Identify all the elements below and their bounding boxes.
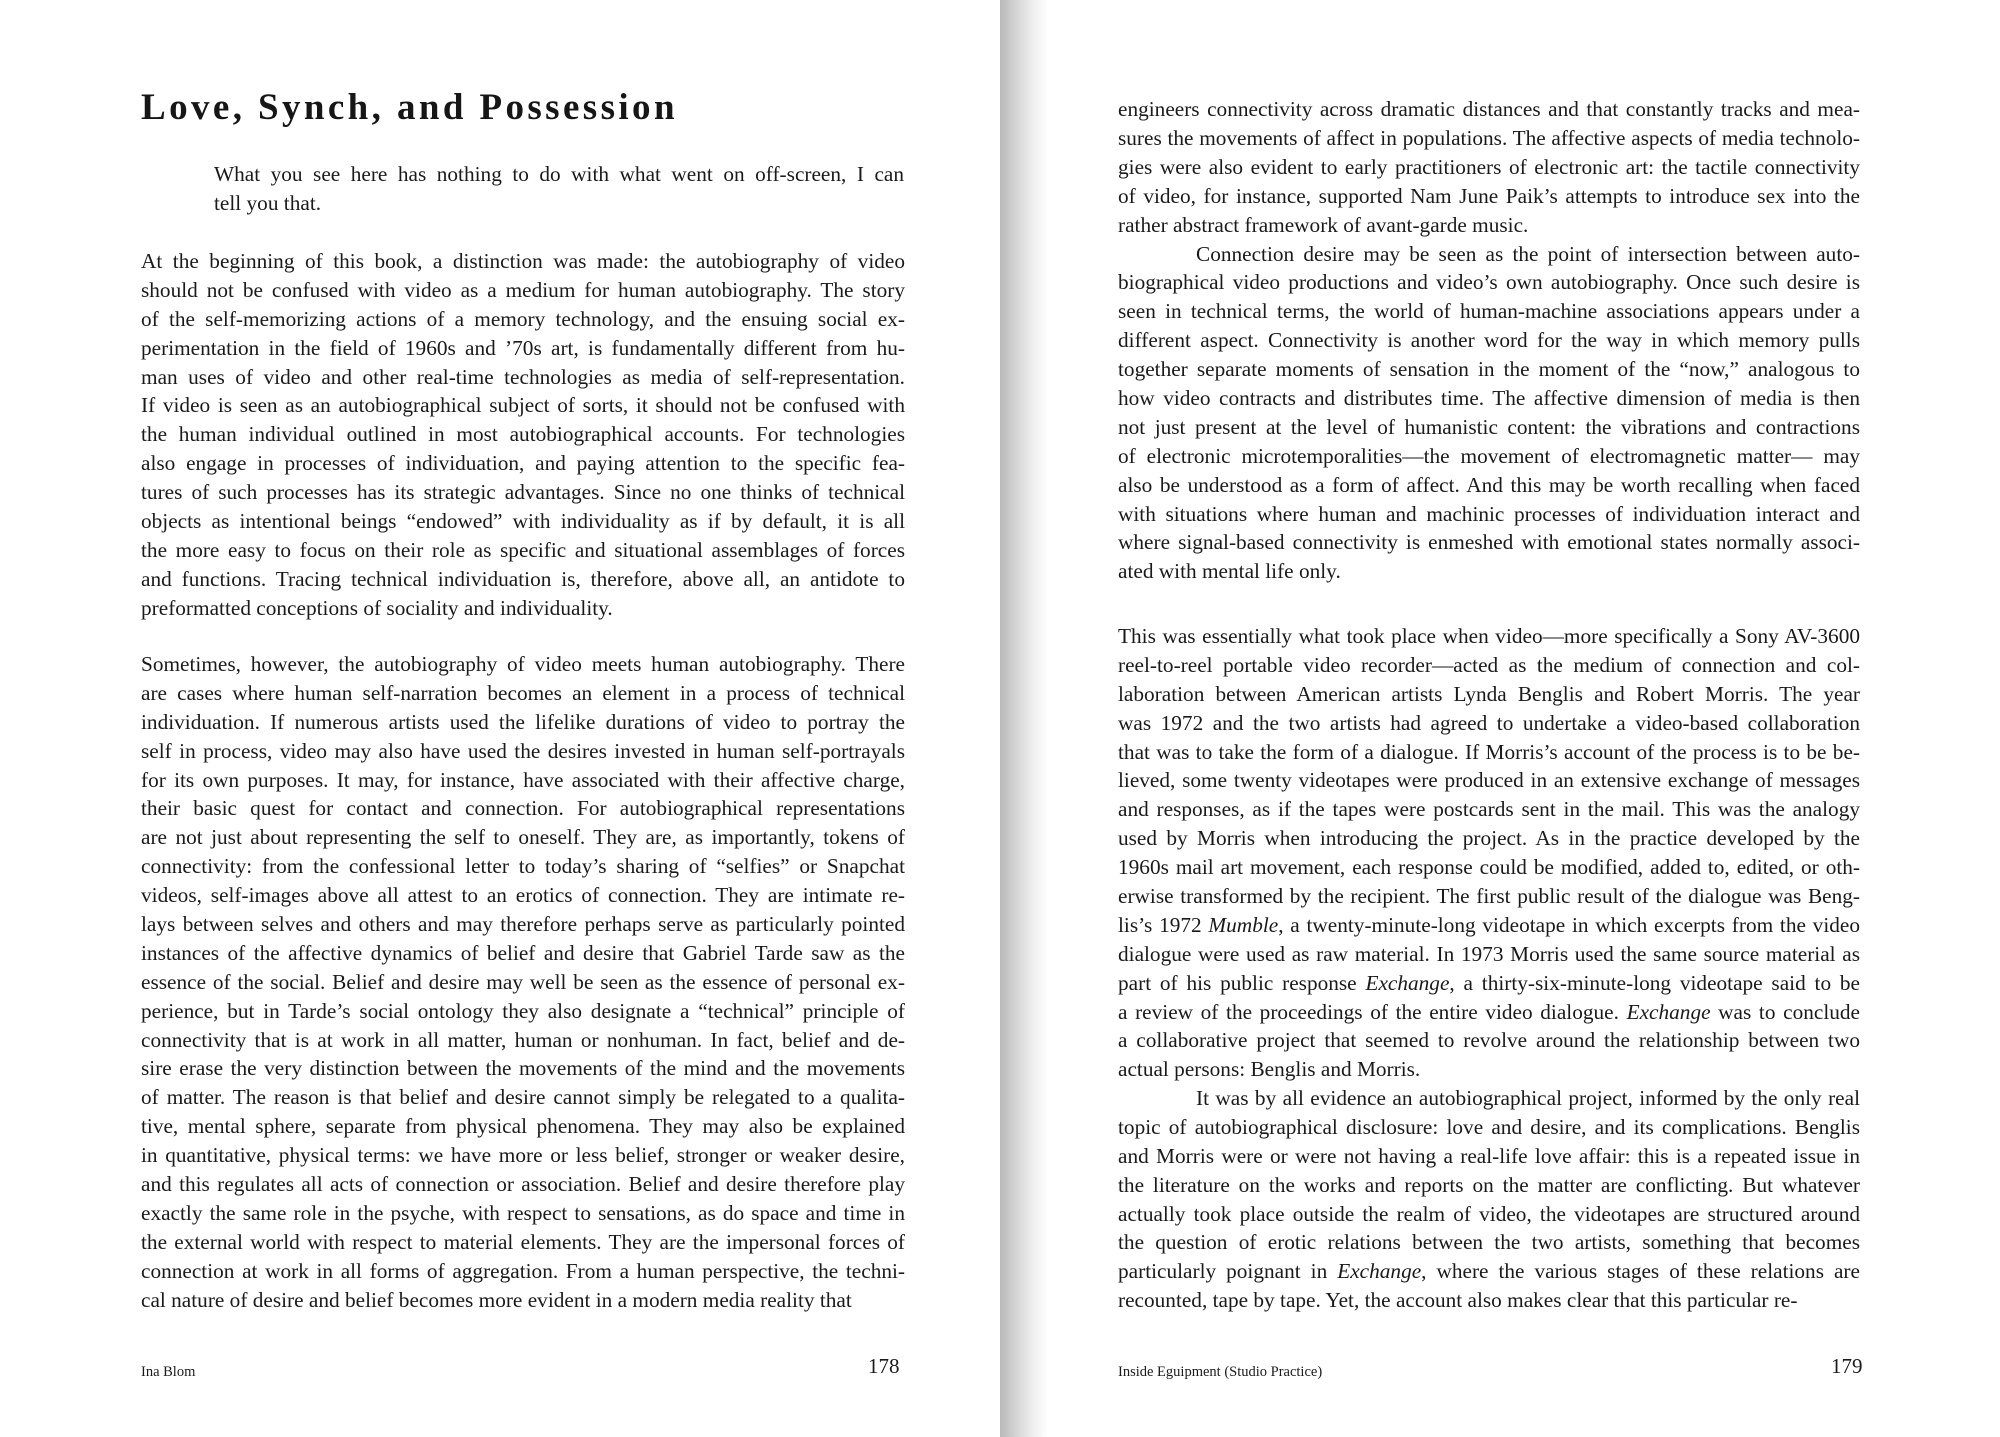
text-line: was 1972 and the two artists had agreed to undertake a video-based collaboration <box>1118 710 1860 735</box>
text-line: Sometimes, however, the autobiography of video meets human autobiography. There <box>141 652 905 676</box>
body-paragraph <box>1118 95 1860 239</box>
text-line: particularly poignant in Exchange, where the various stages of these relations are <box>1118 1259 1860 1284</box>
text-line: 1960s mail art movement, each response could be modified, added to, edited, or oth- <box>1118 855 1860 880</box>
text-line: self in process, video may also have used the desires invested in human self-portrayals <box>141 738 905 763</box>
text-line: for its own purposes. It may, for instance, have associated with their affective charge, <box>141 767 905 792</box>
text-line: of video, for instance, supported Nam June Paik’s attempts to introduce sex into the <box>1118 183 1860 208</box>
text-line: also be understood as a form of affect. And this may be worth recalling when faced <box>1118 472 1860 497</box>
text-line: tures of such processes has its strategic advantages. Since no one thinks of technical <box>141 480 905 505</box>
text-line: individuation. If numerous artists used the lifelike durations of video to portray the <box>141 709 905 734</box>
text-line: reel-to-reel portable video recorder—acted as the medium of connection and col- <box>1118 652 1860 677</box>
text-line: with situations where human and machinic processes of individuation interact and <box>1118 501 1860 526</box>
text-line: connection at work in all forms of aggregation. From a human perspective, the techni- <box>141 1258 905 1283</box>
text-line: biographical video productions and video’s own autobiography. Once such desire is <box>1118 270 1860 295</box>
epigraph-line: What you see here has nothing to do with what went on off-screen, I can <box>214 162 904 186</box>
text-line: This was essentially what took place when video—more specifically a Sony AV-3600 <box>1118 624 1860 648</box>
text-line: lieved, some twenty videotapes were produced in an extensive exchange of messages <box>1118 768 1860 793</box>
text-line: how video contracts and distributes time. The affective dimension of media is then <box>1118 385 1860 410</box>
text-line: of electronic microtemporalities—the movement of electromagnetic matter— may <box>1118 443 1860 468</box>
text-line: sire erase the very distinction between the movements of the mind and the movements <box>141 1056 905 1081</box>
text-line: also engage in processes of individuation, and paying attention to the specific fea- <box>141 451 905 476</box>
body-paragraph <box>141 650 905 1314</box>
text-line: instances of the affective dynamics of belief and desire that Gabriel Tarde saw as the <box>141 940 905 965</box>
text-line: together separate moments of sensation in the moment of the “now,” analogous to <box>1118 357 1860 382</box>
body-paragraph <box>1118 622 1860 1084</box>
text-line: and responses, as if the tapes were postcards sent in the mail. This was the analogy <box>1118 797 1860 822</box>
text-line: objects as intentional beings “endowed” with individuality as if by default, it is all <box>141 509 905 534</box>
text-line: man uses of video and other real-time technologies as media of self-representation. <box>141 364 905 389</box>
page-number-left: 178 <box>868 1354 900 1378</box>
text-line: should not be confused with video as a medium for human autobiography. The story <box>141 277 905 302</box>
text-line: used by Morris when introducing the project. As in the practice developed by the <box>1118 826 1860 851</box>
text-line: If video is seen as an autobiographical subject of sorts, it should not be confused with <box>141 393 905 418</box>
text-line: exactly the same role in the psyche, with respect to sensations, as do space and time in <box>141 1200 905 1225</box>
text-line: sures the movements of affect in populations. The affective aspects of media technolo- <box>1118 125 1860 150</box>
text-line: their basic quest for contact and connection. For autobiographical representations <box>141 796 905 821</box>
artwork-title: Exchange <box>1626 999 1711 1024</box>
text-line: recounted, tape by tape. Yet, the account also makes clear that this particular re- <box>1118 1288 1798 1313</box>
text-line: actually took place outside the realm of video, the videotapes are structured around <box>1118 1201 1860 1226</box>
text-line: engineers connectivity across dramatic distances and that constantly tracks and mea- <box>1118 97 1860 121</box>
text-line: lays between selves and others and may therefore perhaps serve as particularly pointed <box>141 912 905 937</box>
text-line: different aspect. Connectivity is another word for the way in which memory pulls <box>1118 328 1860 353</box>
text-line: gies were also evident to early practitioners of electronic art: the tactile connectivity <box>1118 154 1860 179</box>
artwork-title: Exchange <box>1337 1259 1422 1284</box>
text-line: are cases where human self-narration becomes an element in a process of technical <box>141 680 905 705</box>
text-line: laboration between American artists Lynda Benglis and Robert Morris. The year <box>1118 681 1860 706</box>
text-line: essence of the social. Belief and desire may well be seen as the essence of personal ex- <box>141 969 905 994</box>
text-line: where signal-based connectivity is enmeshed with emotional states normally associ- <box>1118 530 1860 555</box>
text-line: It was by all evidence an autobiographical project, informed by the only real <box>1196 1086 1860 1110</box>
body-paragraph <box>1118 1084 1860 1315</box>
text-line: erwise transformed by the recipient. The first public result of the dialogue was Beng- <box>1118 884 1860 909</box>
text-line: of the self-memorizing actions of a memory technology, and the ensuing social ex- <box>141 306 905 331</box>
text-line: videos, self-images above all attest to an erotics of connection. They are intimate re- <box>141 883 905 908</box>
text-line: cal nature of desire and belief becomes more evident in a modern media reality that <box>141 1287 852 1312</box>
epigraph-line: tell you that. <box>214 190 322 215</box>
epigraph <box>214 160 904 218</box>
text-line: dialogue were used as raw material. In 1973 Morris used the same source material as <box>1118 941 1860 966</box>
text-line: seen in technical terms, the world of human-machine associations appears under a <box>1118 299 1860 324</box>
text-line: topic of autobiographical disclosure: love and desire, and its complications. Benglis <box>1118 1114 1860 1139</box>
text-line: ated with mental life only. <box>1118 559 1341 584</box>
text-line: the question of erotic relations between the two artists, something that becomes <box>1118 1230 1860 1255</box>
text-line: a collaborative project that seemed to revolve around the relationship between two <box>1118 1028 1860 1053</box>
text-line: in quantitative, physical terms: we have more or less belief, stronger or weaker desire, <box>141 1143 905 1168</box>
text-line: the external world with respect to material elements. They are the impersonal forces of <box>141 1229 905 1254</box>
text-line: and Morris were or were not having a real-life love affair: this is a repeated issue in <box>1118 1143 1860 1168</box>
artwork-title: Exchange <box>1365 970 1450 995</box>
text-line: perience, but in Tarde’s social ontology they also designate a “technical” principle of <box>141 998 905 1023</box>
chapter-title: Love, Synch, and Possession <box>141 87 678 128</box>
text-line: not just present at the level of humanistic content: the vibrations and contractions <box>1118 414 1860 439</box>
running-head-author: Ina Blom <box>141 1364 196 1380</box>
page-number-right: 179 <box>1831 1354 1863 1378</box>
text-line: connectivity: from the confessional letter to today’s sharing of “selfies” or Snapchat <box>141 854 905 879</box>
text-line: part of his public response Exchange, a thirty-six-minute-long videotape said to be <box>1118 970 1860 995</box>
text-line: the human individual outlined in most autobiographical accounts. For technologies <box>141 422 905 447</box>
text-line: actual persons: Benglis and Morris. <box>1118 1057 1421 1082</box>
body-paragraph <box>141 247 905 623</box>
text-line: a review of the proceedings of the entire video dialogue. Exchange was to conclude <box>1118 999 1860 1024</box>
text-line: and this regulates all acts of connection or association. Belief and desire therefore play <box>141 1172 905 1197</box>
text-line: are not just about representing the self to oneself. They are, as importantly, tokens of <box>141 825 905 850</box>
text-line: At the beginning of this book, a distinction was made: the autobiography of video <box>141 249 905 273</box>
running-head-book-title: Inside Eguipment (Studio Practice) <box>1118 1364 1323 1380</box>
text-line: and functions. Tracing technical individuation is, therefore, above all, an antidote to <box>141 566 905 591</box>
text-line: lis’s 1972 Mumble, a twenty-minute-long videotape in which excerpts from the video <box>1118 912 1860 937</box>
text-line: of matter. The reason is that belief and desire cannot simply be relegated to a qualita- <box>141 1085 905 1110</box>
text-line: the more easy to focus on their role as specific and situational assemblages of forces <box>141 537 905 562</box>
text-line: rather abstract framework of avant-garde music. <box>1118 212 1529 237</box>
text-line: the literature on the works and reports on the matter are conflicting. But whatever <box>1118 1172 1860 1197</box>
text-line: that was to take the form of a dialogue. If Morris’s account of the process is to be be- <box>1118 739 1860 764</box>
text-line: preformatted conceptions of sociality and individuality. <box>141 595 613 620</box>
artwork-title: Mumble <box>1208 912 1279 937</box>
text-line: perimentation in the field of 1960s and ’70s art, is fundamentally different from hu- <box>141 335 905 360</box>
body-paragraph <box>1118 240 1860 587</box>
text-line: Connection desire may be seen as the point of intersection between auto- <box>1196 241 1860 266</box>
text-line: tive, mental sphere, separate from physical phenomena. They may also be explained <box>141 1114 905 1139</box>
text-line: connectivity that is at work in all matter, human or nonhuman. In fact, belief and de- <box>141 1027 905 1052</box>
